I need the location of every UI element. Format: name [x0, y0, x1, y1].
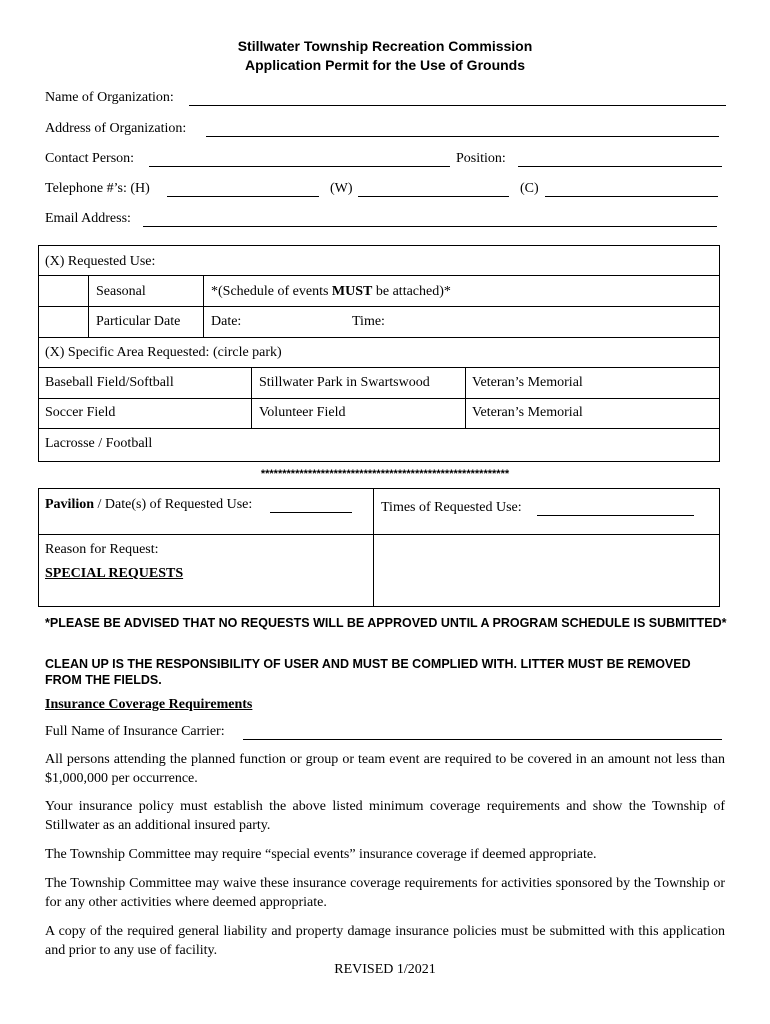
telephone-work-field[interactable]: [358, 182, 509, 197]
program-schedule-notice: *PLEASE BE ADVISED THAT NO REQUESTS WILL BE APPROVED UNTIL A PROGRAM SCHEDULE IS SUBMITTED*: [45, 616, 727, 630]
address-org-label: Address of Organization:: [45, 121, 187, 136]
contact-person-field[interactable]: [149, 152, 450, 167]
insurance-paragraph-3: The Township Committee may require “special events” insurance coverage if deemed appropriate.: [45, 847, 597, 862]
seasonal-note: *(Schedule of events MUST be attached)*: [211, 284, 451, 299]
area-lacrosse-football[interactable]: Lacrosse / Football: [45, 436, 153, 451]
revised-date: REVISED 1/2021: [334, 962, 436, 977]
form-title-line2: Application Permit for the Use of Grounds: [244, 57, 526, 73]
insurance-carrier-label: Full Name of Insurance Carrier:: [45, 724, 225, 739]
table-rule: [465, 367, 466, 428]
table-rule: [373, 488, 374, 607]
table-rule: [38, 337, 720, 338]
area-baseball-softball[interactable]: Baseball Field/Softball: [45, 375, 174, 390]
area-veterans-memorial-1[interactable]: Veteran’s Memorial: [472, 375, 583, 390]
separator-stars: **********************************************************: [260, 468, 510, 480]
area-volunteer-field[interactable]: Volunteer Field: [259, 405, 346, 420]
telephone-home-field[interactable]: [167, 182, 319, 197]
pavilion-label: Pavilion / Date(s) of Requested Use:: [45, 497, 253, 512]
name-org-field[interactable]: [189, 91, 726, 106]
email-field[interactable]: [143, 212, 717, 227]
email-label: Email Address:: [45, 211, 131, 226]
time-label: Time:: [352, 314, 385, 329]
table-rule: [38, 398, 720, 399]
insurance-paragraph-4: The Township Committee may waive these insurance coverage requirements for activities sponsored by the Township or for any other activities where deemed appropriate.: [45, 876, 725, 910]
table-rule: [38, 534, 720, 535]
table-rule: [251, 367, 252, 428]
table-rule: [38, 275, 720, 276]
particular-date-option[interactable]: Particular Date: [96, 314, 181, 329]
area-soccer-field[interactable]: Soccer Field: [45, 405, 116, 420]
special-requests-heading: SPECIAL REQUESTS: [45, 566, 184, 581]
telephone-cell-label: (C): [520, 181, 539, 196]
table-rule: [88, 275, 89, 337]
table-rule: [203, 275, 204, 337]
contact-person-label: Contact Person:: [45, 151, 135, 166]
insurance-paragraph-1: All persons attending the planned function or group or team event are required to be covered in an amount not less than $1,000,000 per occurrence.: [45, 752, 725, 786]
address-org-field[interactable]: [206, 122, 719, 137]
specific-area-heading: (X) Specific Area Requested: (circle park): [45, 345, 282, 360]
times-requested-field[interactable]: [537, 501, 694, 516]
requested-use-heading: (X) Requested Use:: [45, 254, 156, 269]
telephone-cell-field[interactable]: [545, 182, 718, 197]
cleanup-notice: CLEAN UP IS THE RESPONSIBILITY OF USER AND MUST BE COMPLIED WITH. LITTER MUST BE REMOVED FROM THE FIELDS.: [45, 657, 691, 687]
table-rule: [38, 428, 720, 429]
position-label: Position:: [456, 151, 506, 166]
date-label: Date:: [211, 314, 242, 329]
insurance-paragraph-5: A copy of the required general liability and property damage insurance policies must be submitted with this application and prior to any use of facility.: [45, 924, 725, 958]
insurance-paragraph-2: Your insurance policy must establish the above listed minimum coverage requirements and show the Township of Stillwater as an additional insured party.: [45, 799, 725, 833]
times-requested-label: Times of Requested Use:: [381, 500, 522, 515]
table-rule: [38, 306, 720, 307]
seasonal-option[interactable]: Seasonal: [96, 284, 146, 299]
insurance-carrier-field[interactable]: [243, 725, 722, 740]
telephone-home-label: Telephone #’s: (H): [45, 181, 150, 196]
area-veterans-memorial-2[interactable]: Veteran’s Memorial: [472, 405, 583, 420]
insurance-heading: Insurance Coverage Requirements: [45, 697, 253, 712]
name-org-label: Name of Organization:: [45, 90, 174, 105]
form-title-line1: Stillwater Township Recreation Commission: [237, 38, 533, 54]
table-rule: [38, 367, 720, 368]
position-field[interactable]: [518, 152, 722, 167]
pavilion-dates-field[interactable]: [270, 498, 352, 513]
telephone-work-label: (W): [330, 181, 353, 196]
reason-for-request-label: Reason for Request:: [45, 542, 159, 557]
area-stillwater-park[interactable]: Stillwater Park in Swartswood: [259, 375, 430, 390]
